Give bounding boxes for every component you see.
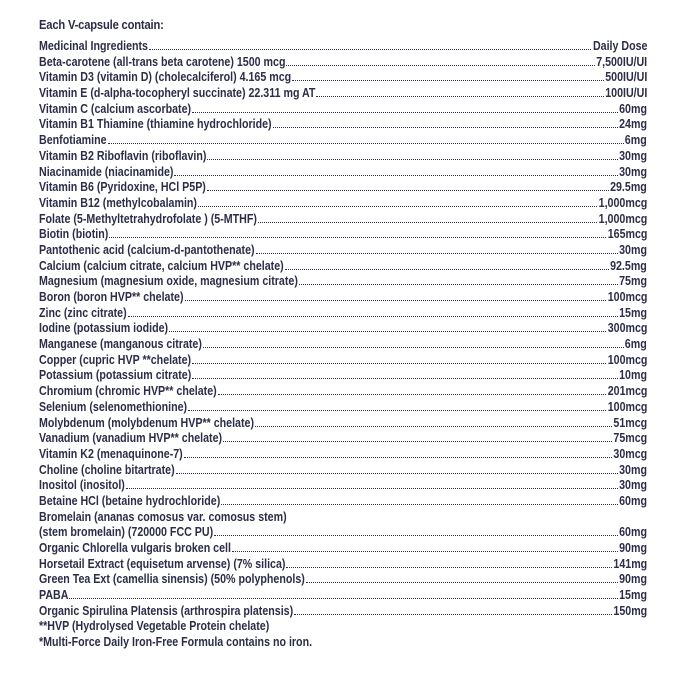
ingredient-name: Boron (boron HVP** chelate) [39,289,184,304]
ingredient-name: Organic Spirulina Platensis (arthrospira platensis) [39,602,294,618]
ingredient-row [39,367,647,383]
label-heading: Each V-capsule contain: [39,17,164,32]
dot-leader [184,447,612,458]
dot-leader [221,494,618,505]
ingredient-row [39,430,647,446]
ingredient-row [39,101,647,117]
ingredient-name: Iodine (potassium iodide) [39,320,169,336]
dot-leader [126,478,618,489]
ingredient-name: Vitamin B1 Thiamine (thiamine hydrochloride) [39,116,272,132]
dot-leader [207,149,618,160]
ingredient-dose: 24mg [619,116,647,132]
ingredient-dose: 100mcg [607,289,647,304]
ingredient-dose: 300mcg [607,320,647,336]
dot-leader [285,259,610,270]
ingredient-row [39,556,647,572]
ingredient-dose: 100mcg [607,398,647,414]
ingredient-name: Beta-carotene (all-trans beta carotene) 1500 mcg [39,53,286,69]
dot-leader [286,55,595,66]
dot-leader [316,86,603,97]
ingredient-row [39,462,647,478]
ingredient-row [39,38,647,54]
dot-leader [169,321,606,332]
ingredient-name: Chromium (chromic HVP** chelate) [39,383,217,399]
ingredient-name: Calcium (calcium citrate, calcium HVP** chelate) [39,257,284,273]
ingredient-dose: 90mg [619,571,647,587]
ingredient-dose: 29.5mg [610,179,647,195]
ingredient-name: PABA [39,587,69,603]
ingredient-row [39,336,647,352]
ingredient-dose: 1,000mcg [598,210,647,226]
dot-leader [258,212,597,223]
dot-leader [185,290,607,301]
ingredient-name: Selenium (selenomethionine) [39,398,188,414]
footnote: **HVP (Hydrolysed Vegetable Protein chelate) [39,618,270,634]
ingredient-name: Vitamin E (d-alpha-tocopheryl succinate) 22.311 mg AT [39,85,316,101]
ingredient-name: Potassium (potassium citrate) [39,367,192,383]
ingredient-name: Benfotiamine [39,132,107,148]
dot-leader [192,368,618,379]
ingredient-row [39,477,647,493]
ingredient-dose: 60mg [619,492,647,508]
ingredient-row [39,164,647,180]
ingredient-name: Vanadium (vanadium HVP** chelate) [39,430,223,446]
dot-leader [108,133,625,144]
ingredient-row [39,524,647,540]
dot-leader [176,463,618,474]
ingredient-dose: 100IU/UI [604,85,647,101]
ingredient-dose: 30mg [619,147,647,163]
ingredient-list [39,38,647,618]
ingredient-name: Medicinal Ingredients [39,38,148,53]
ingredient-dose: 10mg [619,367,647,383]
ingredient-row [39,399,647,415]
ingredient-name: Vitamin B6 (Pyridoxine, HCl P5P) [39,179,206,195]
ingredient-row [39,320,647,336]
dot-leader [223,431,612,442]
ingredient-row [39,69,647,85]
ingredient-dose: 165mcg [607,226,647,242]
ingredient-row [39,148,647,164]
ingredient-row [39,352,647,368]
ingredient-name: Inositol (inositol) [39,477,125,493]
ingredient-name: Choline (choline bitartrate) [39,461,175,477]
ingredient-dose: 7,500IU/UI [596,53,647,69]
ingredient-row [39,258,647,274]
ingredient-name: (stem bromelain) (720000 FCC PU) [39,524,214,540]
ingredient-dose: 15mg [619,587,647,603]
ingredient-dose: 1,000mcg [598,194,647,210]
dot-leader [207,180,609,191]
ingredient-name: Green Tea Ext (camellia sinensis) (50% polyphenols) [39,571,305,587]
dot-leader [149,39,591,50]
ingredient-name: Organic Chlorella vulgaris broken cell [39,540,231,555]
ingredient-row [39,587,647,603]
ingredient-row [39,273,647,289]
dot-leader [69,588,618,599]
dot-leader [218,384,607,395]
ingredient-dose: 90mg [619,540,647,555]
ingredient-name: Zinc (zinc citrate) [39,304,127,320]
ingredient-dose: 6mg [625,132,647,148]
ingredient-dose: 100mcg [607,351,647,367]
dot-leader [292,70,604,81]
ingredient-dose: 30mg [619,241,647,257]
ingredient-name: Vitamin B12 (methylcobalamin) [39,194,197,210]
dot-leader [109,227,606,238]
ingredient-dose: 92.5mg [610,257,647,273]
ingredient-row [39,195,647,211]
ingredient-name: Pantothenic acid (calcium-d-pantothenate) [39,241,255,257]
dot-leader [255,416,612,427]
ingredient-name: Magnesium (magnesium oxide, magnesium citrate) [39,273,298,289]
ingredient-dose: 30mg [619,461,647,477]
ingredient-name: Niacinamide (niacinamide) [39,163,174,179]
ingredient-dose: 500IU/UI [604,69,647,85]
dot-leader [198,196,597,207]
ingredient-name: Vitamin B2 Riboflavin (riboflavin) [39,147,207,163]
ingredient-row [39,415,647,431]
ingredient-dose: 75mg [619,273,647,289]
dot-leader [273,117,619,128]
ingredient-name: Vitamin C (calcium ascorbate) [39,100,192,116]
ingredient-row [39,383,647,399]
footnote: *Multi-Force Daily Iron-Free Formula contains no iron. [39,634,313,650]
ingredient-name: Folate (5-Methyltetrahydrofolate ) (5-MTHF) [39,210,257,226]
ingredient-row [39,603,647,619]
ingredient-row [39,305,647,321]
ingredient-row [39,211,647,227]
dot-leader [192,102,618,113]
ingredient-row [39,446,647,462]
ingredient-row [39,226,647,242]
ingredient-dose: 60mg [619,524,647,540]
ingredient-row [39,116,647,132]
ingredient-dose: 51mcg [613,414,647,430]
ingredient-dose: 150mg [613,602,647,618]
ingredient-row [39,571,647,587]
ingredient-dose: 75mcg [613,430,647,446]
ingredient-row [39,289,647,305]
ingredient-row [39,54,647,70]
ingredient-dose: 30mg [619,163,647,179]
ingredient-dose: Daily Dose [592,38,647,53]
ingredient-row [39,242,647,258]
dot-leader [214,525,618,536]
ingredient-row [39,85,647,101]
ingredient-dose: 201mcg [607,383,647,399]
ingredient-row [39,179,647,195]
dot-leader [203,337,624,348]
dot-leader [232,541,618,552]
ingredient-name: Manganese (manganous citrate) [39,336,202,352]
ingredient-name: Vitamin D3 (vitamin D) (cholecalciferol) 4.165 mcg [39,69,292,85]
dot-leader [174,165,618,176]
ingredient-row [39,493,647,509]
ingredient-row [39,509,647,525]
dot-leader [192,353,606,364]
dot-leader [256,243,619,254]
dot-leader [306,572,618,583]
ingredient-row [39,132,647,148]
dot-leader [294,604,612,615]
ingredient-name: Biotin (biotin) [39,226,109,242]
ingredient-name: Vitamin K2 (menaquinone-7) [39,445,183,461]
ingredient-dose: 15mg [619,304,647,320]
dot-leader [299,274,618,285]
dot-leader [286,557,612,568]
ingredient-name: Molybdenum (molybdenum HVP** chelate) [39,414,255,430]
ingredient-row [39,540,647,556]
ingredient-dose: 30mg [619,477,647,493]
footnotes [39,618,700,649]
ingredient-name: Bromelain (ananas comosus var. comosus stem) [39,508,287,524]
dot-leader [128,306,618,317]
dot-leader [188,400,606,411]
ingredient-name: Horsetail Extract (equisetum arvense) (7% silica) [39,555,286,571]
ingredient-dose: 60mg [619,100,647,116]
ingredient-dose: 6mg [625,336,647,352]
ingredient-dose: 141mg [613,555,647,571]
ingredient-name: Betaine HCl (betaine hydrochloride) [39,492,221,508]
ingredient-dose: 30mcg [613,445,647,461]
ingredient-name: Copper (cupric HVP **chelate) [39,351,192,367]
